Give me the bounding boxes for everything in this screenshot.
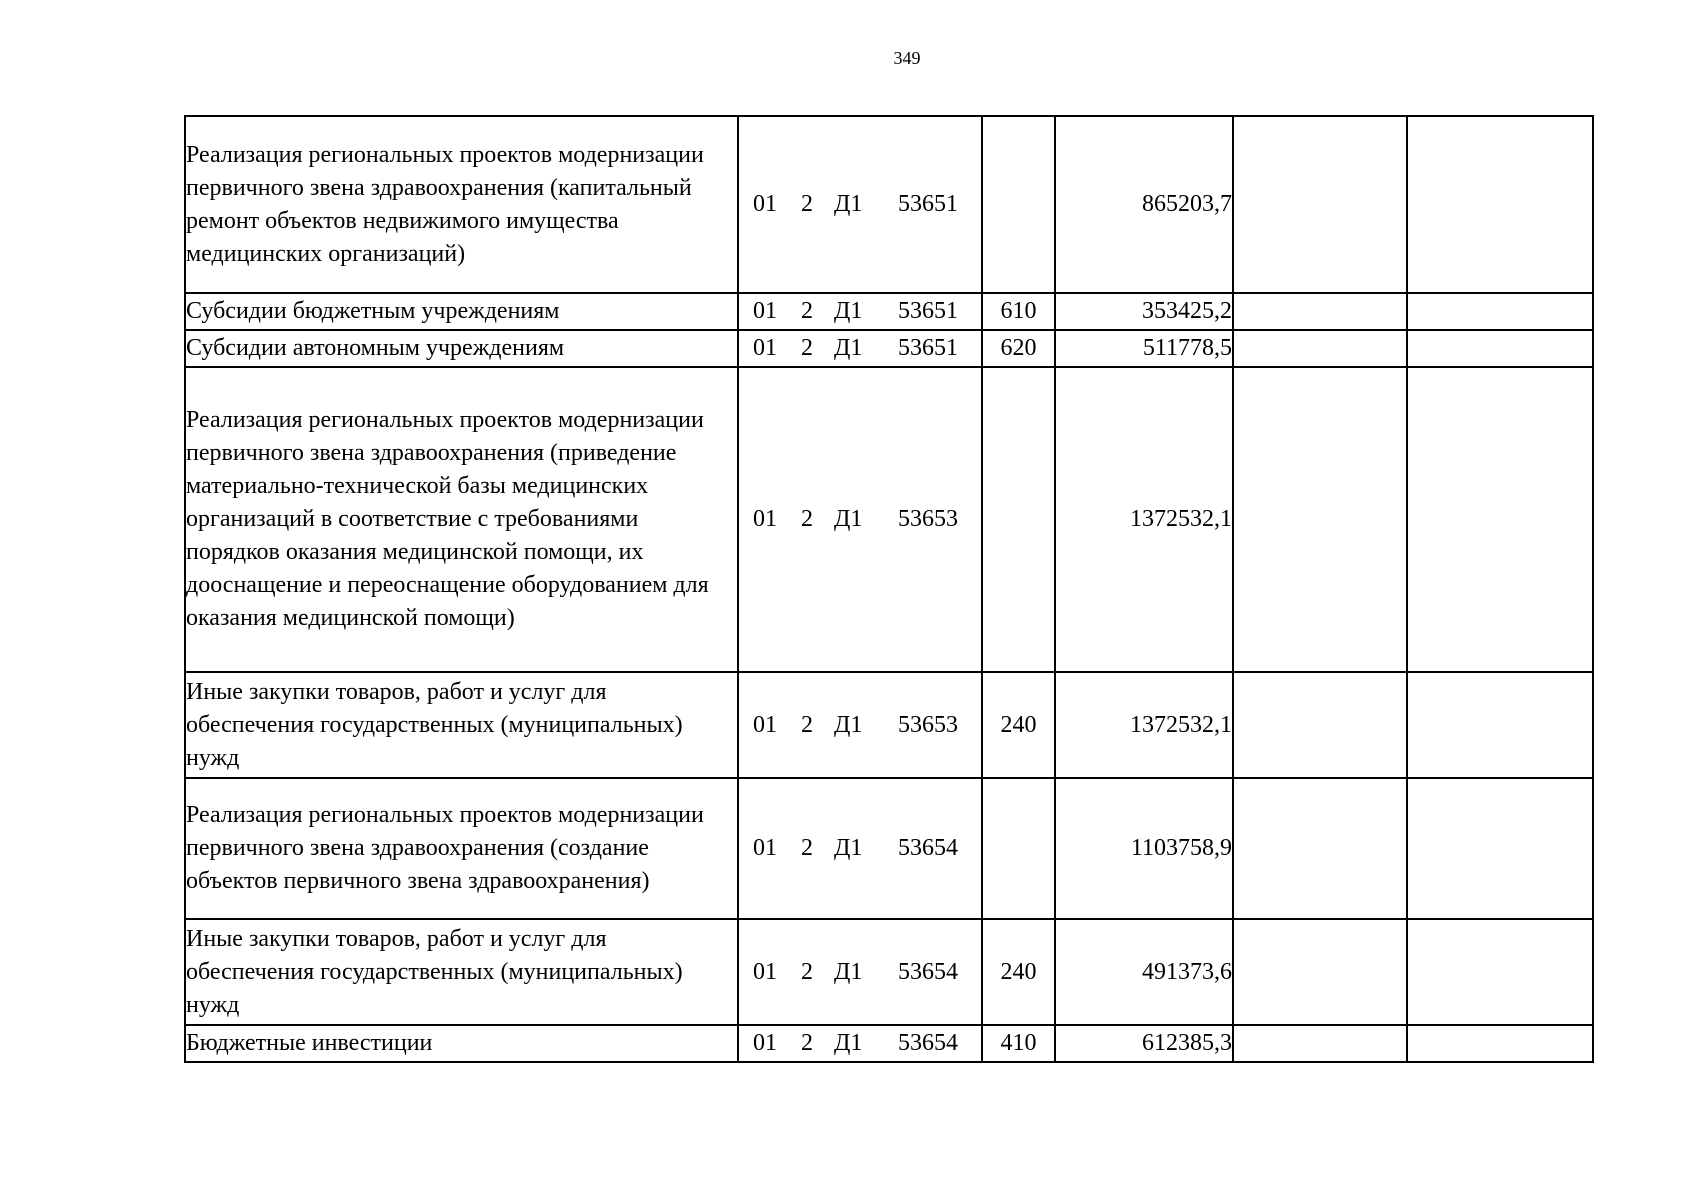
table-row [185, 919, 1593, 1025]
row-amount: 491373,6 [1055, 919, 1233, 1025]
row-col8 [1407, 330, 1593, 367]
row-amount: 1372532,1 [1055, 367, 1233, 672]
code-subprogram: 2 [801, 711, 813, 738]
row-col8 [1407, 367, 1593, 672]
code-subprogram: 2 [801, 1030, 813, 1056]
code-project: Д1 [834, 835, 863, 861]
code-program: 01 [753, 711, 777, 738]
row-name: Иные закупки товаров, работ и услуг для обеспечения государственных (муниципальных) нужд [185, 919, 738, 1025]
code-project: Д1 [834, 711, 863, 738]
code-direction: 53653 [898, 711, 958, 738]
row-name: Субсидии бюджетным учреждениям [185, 293, 738, 330]
table-row [185, 672, 1593, 778]
row-expense-type: 240 [982, 919, 1055, 1025]
row-name: Бюджетные инвестиции [185, 1025, 738, 1062]
row-name: Реализация региональных проектов модернизации первичного звена здравоохранения (приведение материально-технической базы медицинских организаций в соответствие с требованиями порядков оказания медицинской помощи, их дооснащение и переоснащение оборудованием для оказания медицинской помощи) [185, 367, 738, 672]
table-row [185, 116, 1593, 293]
row-col7 [1233, 919, 1407, 1025]
table-row [185, 1025, 1593, 1062]
code-direction: 53651 [898, 191, 958, 217]
row-code [738, 330, 982, 367]
row-code [738, 293, 982, 330]
code-direction: 53651 [898, 335, 958, 361]
code-direction: 53654 [898, 835, 958, 861]
row-code [738, 1025, 982, 1062]
row-col8 [1407, 778, 1593, 919]
row-col7 [1233, 1025, 1407, 1062]
row-expense-type: 410 [982, 1025, 1055, 1062]
code-project: Д1 [834, 298, 863, 324]
row-amount: 1372532,1 [1055, 672, 1233, 778]
code-program: 01 [753, 835, 777, 861]
row-col8 [1407, 1025, 1593, 1062]
code-project: Д1 [834, 335, 863, 361]
table-row [185, 293, 1593, 330]
row-amount: 612385,3 [1055, 1025, 1233, 1062]
row-col8 [1407, 116, 1593, 293]
code-project: Д1 [834, 958, 863, 985]
row-name: Субсидии автономным учреждениям [185, 330, 738, 367]
code-subprogram: 2 [801, 298, 813, 324]
table-row [185, 778, 1593, 919]
code-project: Д1 [834, 191, 863, 217]
code-program: 01 [753, 191, 777, 217]
row-code [738, 116, 982, 293]
row-expense-type [982, 116, 1055, 293]
row-code [738, 919, 982, 1025]
row-amount: 1103758,9 [1055, 778, 1233, 919]
code-project: Д1 [834, 1030, 863, 1056]
row-col7 [1233, 116, 1407, 293]
code-subprogram: 2 [801, 506, 813, 532]
row-name: Реализация региональных проектов модернизации первичного звена здравоохранения (капитальный ремонт объектов недвижимого имущества медицинских организаций) [185, 116, 738, 293]
code-project: Д1 [834, 506, 863, 532]
row-col7 [1233, 293, 1407, 330]
row-name: Реализация региональных проектов модернизации первичного звена здравоохранения (создание объектов первичного звена здравоохранения) [185, 778, 738, 919]
budget-table [184, 115, 1594, 1063]
row-expense-type: 610 [982, 293, 1055, 330]
code-direction: 53654 [898, 958, 958, 985]
row-col7 [1233, 330, 1407, 367]
code-subprogram: 2 [801, 191, 813, 217]
table-row [185, 330, 1593, 367]
code-subprogram: 2 [801, 958, 813, 985]
row-code [738, 672, 982, 778]
row-name: Иные закупки товаров, работ и услуг для обеспечения государственных (муниципальных) нужд [185, 672, 738, 778]
table-row [185, 367, 1593, 672]
code-program: 01 [753, 1030, 777, 1056]
row-col8 [1407, 672, 1593, 778]
row-amount: 865203,7 [1055, 116, 1233, 293]
code-program: 01 [753, 335, 777, 361]
code-subprogram: 2 [801, 835, 813, 861]
row-col8 [1407, 293, 1593, 330]
row-code [738, 367, 982, 672]
code-direction: 53651 [898, 298, 958, 324]
row-expense-type [982, 778, 1055, 919]
code-direction: 53653 [898, 506, 958, 532]
code-subprogram: 2 [801, 335, 813, 361]
code-program: 01 [753, 506, 777, 532]
row-col7 [1233, 778, 1407, 919]
row-code [738, 778, 982, 919]
code-direction: 53654 [898, 1030, 958, 1056]
row-col7 [1233, 367, 1407, 672]
row-col8 [1407, 919, 1593, 1025]
page-number: 349 [893, 48, 921, 68]
row-col7 [1233, 672, 1407, 778]
code-program: 01 [753, 298, 777, 324]
row-expense-type [982, 367, 1055, 672]
row-expense-type: 620 [982, 330, 1055, 367]
row-expense-type: 240 [982, 672, 1055, 778]
code-program: 01 [753, 958, 777, 985]
row-amount: 353425,2 [1055, 293, 1233, 330]
row-amount: 511778,5 [1055, 330, 1233, 367]
